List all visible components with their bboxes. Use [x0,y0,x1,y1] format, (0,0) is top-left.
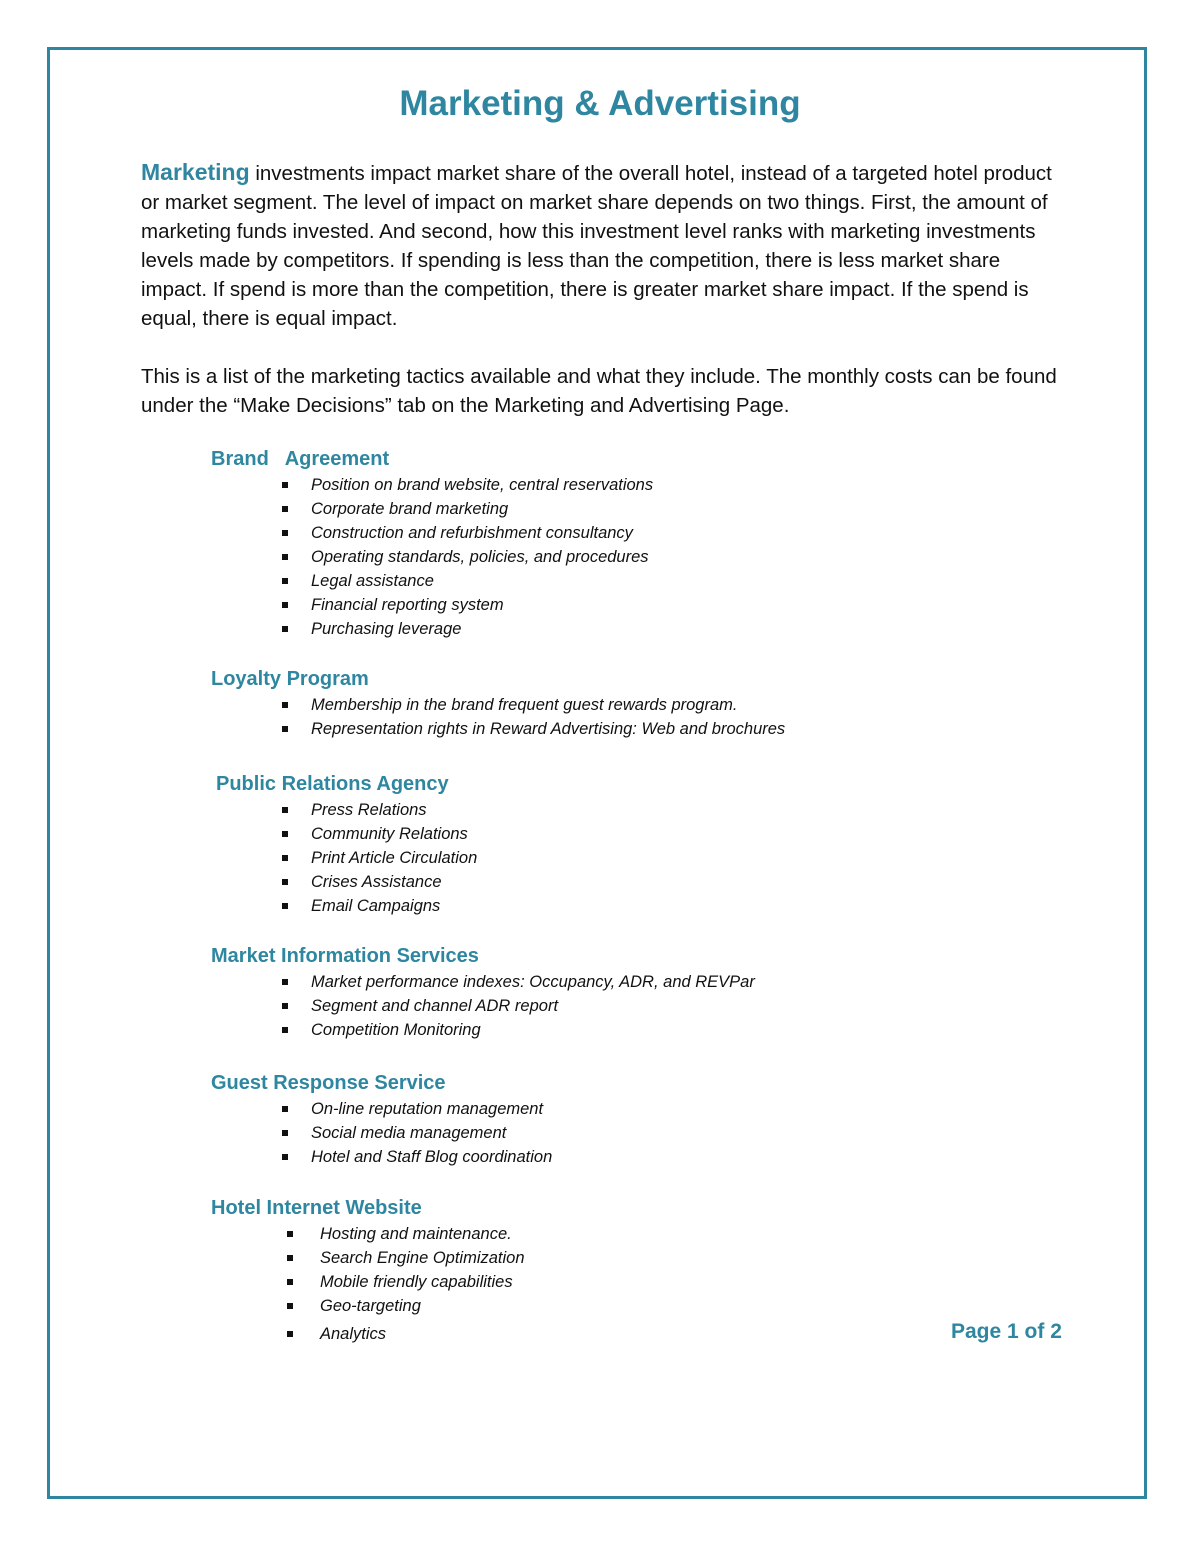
bullet-list [211,798,916,918]
list-item: Segment and channel ADR report [211,994,911,1018]
square-bullet-icon [282,554,288,560]
section-heading: Public Relations Agency [216,773,449,795]
square-bullet-icon [287,1303,293,1309]
square-bullet-icon [282,1027,288,1033]
list-item: Press Relations [211,798,916,822]
list-item: Legal assistance [211,569,911,593]
list-item: Mobile friendly capabilities [211,1270,911,1294]
square-bullet-icon [282,506,288,512]
square-bullet-icon [282,1154,288,1160]
list-item: Print Article Circulation [211,846,916,870]
bullet-list [211,693,911,741]
bullet-list [211,1222,911,1346]
list-item: Social media management [211,1121,911,1145]
list-item: Position on brand website, central reservations [211,473,911,497]
list-item: Financial reporting system [211,593,911,617]
section-heading: Brand Agreement [211,448,390,470]
square-bullet-icon [282,530,288,536]
square-bullet-icon [282,807,288,813]
list-item: Search Engine Optimization [211,1246,911,1270]
section-heading: Hotel Internet Website [211,1197,422,1219]
square-bullet-icon [282,879,288,885]
section-brand-agreement [211,445,911,641]
square-bullet-icon [282,1130,288,1136]
square-bullet-icon [287,1231,293,1237]
square-bullet-icon [282,702,288,708]
page-title: Marketing & Advertising [399,84,801,123]
section-loyalty-program [211,665,911,741]
square-bullet-icon [282,726,288,732]
list-item: Membership in the brand frequent guest rewards program. [211,693,911,717]
section-heading: Guest Response Service [211,1072,446,1094]
list-item: Community Relations [211,822,916,846]
square-bullet-icon [282,578,288,584]
square-bullet-icon [282,602,288,608]
tactics-intro-paragraph: This is a list of the marketing tactics available and what they include. The monthly costs can be found under the “Make Decisions” tab on the Marketing and Advertising Page. [141,365,1057,417]
list-item: Representation rights in Reward Advertising: Web and brochures [211,717,911,741]
section-hotel-internet-website [211,1194,911,1346]
list-item: Operating standards, policies, and procedures [211,545,911,569]
square-bullet-icon [282,482,288,488]
square-bullet-icon [287,1255,293,1261]
square-bullet-icon [282,1106,288,1112]
square-bullet-icon [287,1279,293,1285]
section-market-information-services [211,942,911,1042]
square-bullet-icon [282,831,288,837]
list-item: Hotel and Staff Blog coordination [211,1145,911,1169]
square-bullet-icon [282,979,288,985]
list-item: Analytics [211,1322,911,1346]
intro-paragraph [141,158,1061,333]
section-guest-response-service [211,1069,911,1169]
intro-lead-word: Marketing [141,159,250,185]
bullet-list [211,473,911,641]
section-heading: Market Information Services [211,945,479,967]
list-item: Geo-targeting [211,1294,911,1318]
list-item: On-line reputation management [211,1097,911,1121]
list-item: Construction and refurbishment consultancy [211,521,911,545]
list-item: Corporate brand marketing [211,497,911,521]
square-bullet-icon [287,1331,293,1337]
list-item: Crises Assistance [211,870,916,894]
list-item: Email Campaigns [211,894,916,918]
page-number: Page 1 of 2 [951,1320,1062,1343]
list-item: Competition Monitoring [211,1018,911,1042]
square-bullet-icon [282,855,288,861]
square-bullet-icon [282,1003,288,1009]
list-item: Hosting and maintenance. [211,1222,911,1246]
square-bullet-icon [282,903,288,909]
bullet-list [211,1097,911,1169]
intro-body: investments impact market share of the overall hotel, instead of a targeted hotel product or market segment. The level of impact on market share depends on two things. First, the amount of marketing funds invested. And second, how this investment level ranks with marketing investments levels made by competitors. If spending is less than the competition, there is less market share impact. If spend is more than the competition, there is greater market share impact. If the spend is equal, there is equal impact. [141,162,1052,330]
bullet-list [211,970,911,1042]
section-heading: Loyalty Program [211,668,369,690]
list-item: Purchasing leverage [211,617,911,641]
section-public-relations-agency [216,770,916,918]
square-bullet-icon [282,626,288,632]
list-item: Market performance indexes: Occupancy, ADR, and REVPar [211,970,911,994]
